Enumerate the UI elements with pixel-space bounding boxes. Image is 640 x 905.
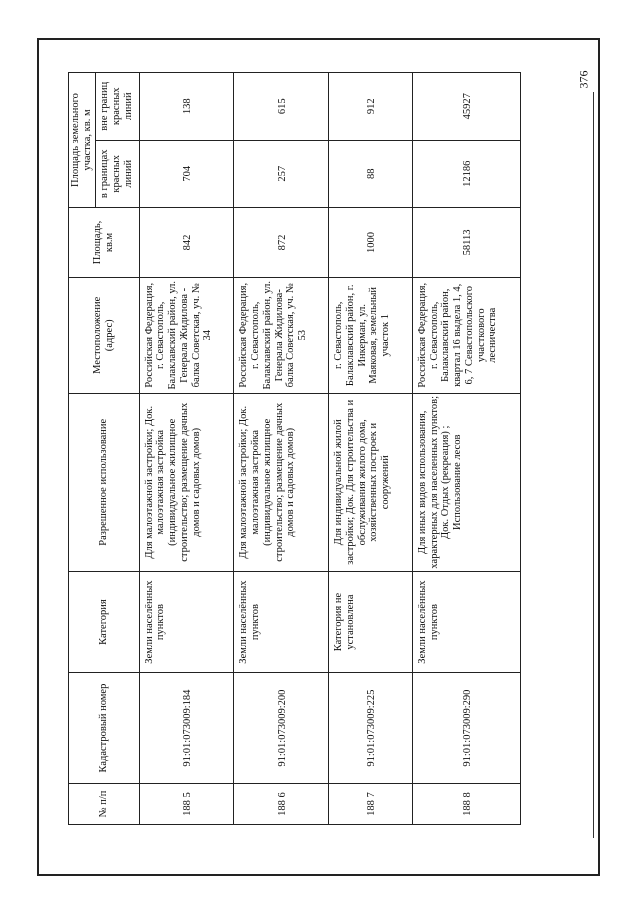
cell-cadastral: 91:01:073009:225: [329, 673, 413, 784]
header-within: в границах красных линий: [95, 140, 139, 207]
page-number-wrap: [577, 66, 591, 94]
cell-num: 188 6: [234, 784, 329, 825]
cell-within: 12186: [412, 140, 520, 207]
cell-category: Земли населённых пунктов: [412, 571, 520, 672]
cell-location: Российская Федерация, г. Севастополь, Балаклавский район, ул. Генерала Жидилова-балка Советская, уч. № 53: [234, 277, 329, 393]
cell-outside: 912: [329, 73, 413, 141]
cell-outside: 615: [234, 73, 329, 141]
header-num: № п/п: [69, 784, 140, 825]
cell-num: 188 7: [329, 784, 413, 825]
table-row: [329, 73, 413, 825]
page-rule: [593, 92, 594, 838]
cell-within: 88: [329, 140, 413, 207]
cell-category: Земли населённых пунктов: [139, 571, 234, 672]
cell-num: 188 8: [412, 784, 520, 825]
cell-within: 257: [234, 140, 329, 207]
cell-area: 842: [139, 208, 234, 278]
rotated-table-container: [68, 72, 521, 825]
cell-location: г. Севастополь, Балаклавский район, г. Инкерман, ул. Маяковая, земельный участок 1: [329, 277, 413, 393]
land-plots-table: [68, 72, 521, 825]
cell-usage: Для малоэтажной застройки; Док. малоэтажная застройка (индивидуальное жилищное строительство; размещение дачных домов и садовых домов): [139, 393, 234, 571]
cell-area: 58113: [412, 208, 520, 278]
header-cadastral: Кадастровый номер: [69, 673, 140, 784]
cell-area: 872: [234, 208, 329, 278]
cell-cadastral: 91:01:073009:290: [412, 673, 520, 784]
header-category: Категория: [69, 571, 140, 672]
cell-num: 188 5: [139, 784, 234, 825]
header-location: Местоположение (адрес): [69, 277, 140, 393]
header-usage: Разрешенное использование: [69, 393, 140, 571]
page-number: 376: [576, 70, 591, 89]
cell-within: 704: [139, 140, 234, 207]
cell-outside: 45927: [412, 73, 520, 141]
header-outside: вне границ красных линий: [95, 73, 139, 141]
cell-usage: Для малоэтажной застройки; Док. малоэтажная застройка (индивидуальное жилищное строительство; размещение дачных домов и садовых домов): [234, 393, 329, 571]
cell-cadastral: 91:01:073009:200: [234, 673, 329, 784]
cell-usage: Для иных видов использования, характерных для населенных пунктов; Док. Отдых (рекреация) ; Использование лесов: [412, 393, 520, 571]
cell-usage: Для индивидуальной жилой застройки; Док. Для строительства и обслуживания жилого дома, хозяйственных построек и сооружений: [329, 393, 413, 571]
cell-cadastral: 91:01:073009:184: [139, 673, 234, 784]
cell-outside: 138: [139, 73, 234, 141]
table-row: [412, 73, 520, 825]
header-land-area-group: Площадь земельного участка, кв. м: [69, 73, 96, 208]
cell-category: Земли населённых пунктов: [234, 571, 329, 672]
header-area: Площадь, кв.м: [69, 208, 140, 278]
table-row: [234, 73, 329, 825]
cell-area: 1000: [329, 208, 413, 278]
cell-location: Российская Федерация, г. Севастополь, Балаклавский район, ул. Генерала Жидилова - балка Советская, уч. № 34: [139, 277, 234, 393]
table-row: [139, 73, 234, 825]
cell-category: Категория не установлена: [329, 571, 413, 672]
cell-location: Российская Федерация, г. Севастополь, Балаклавский район, квартал 16 выдела 1, 4, 6, 7 Севастопольского участкового лесничества: [412, 277, 520, 393]
